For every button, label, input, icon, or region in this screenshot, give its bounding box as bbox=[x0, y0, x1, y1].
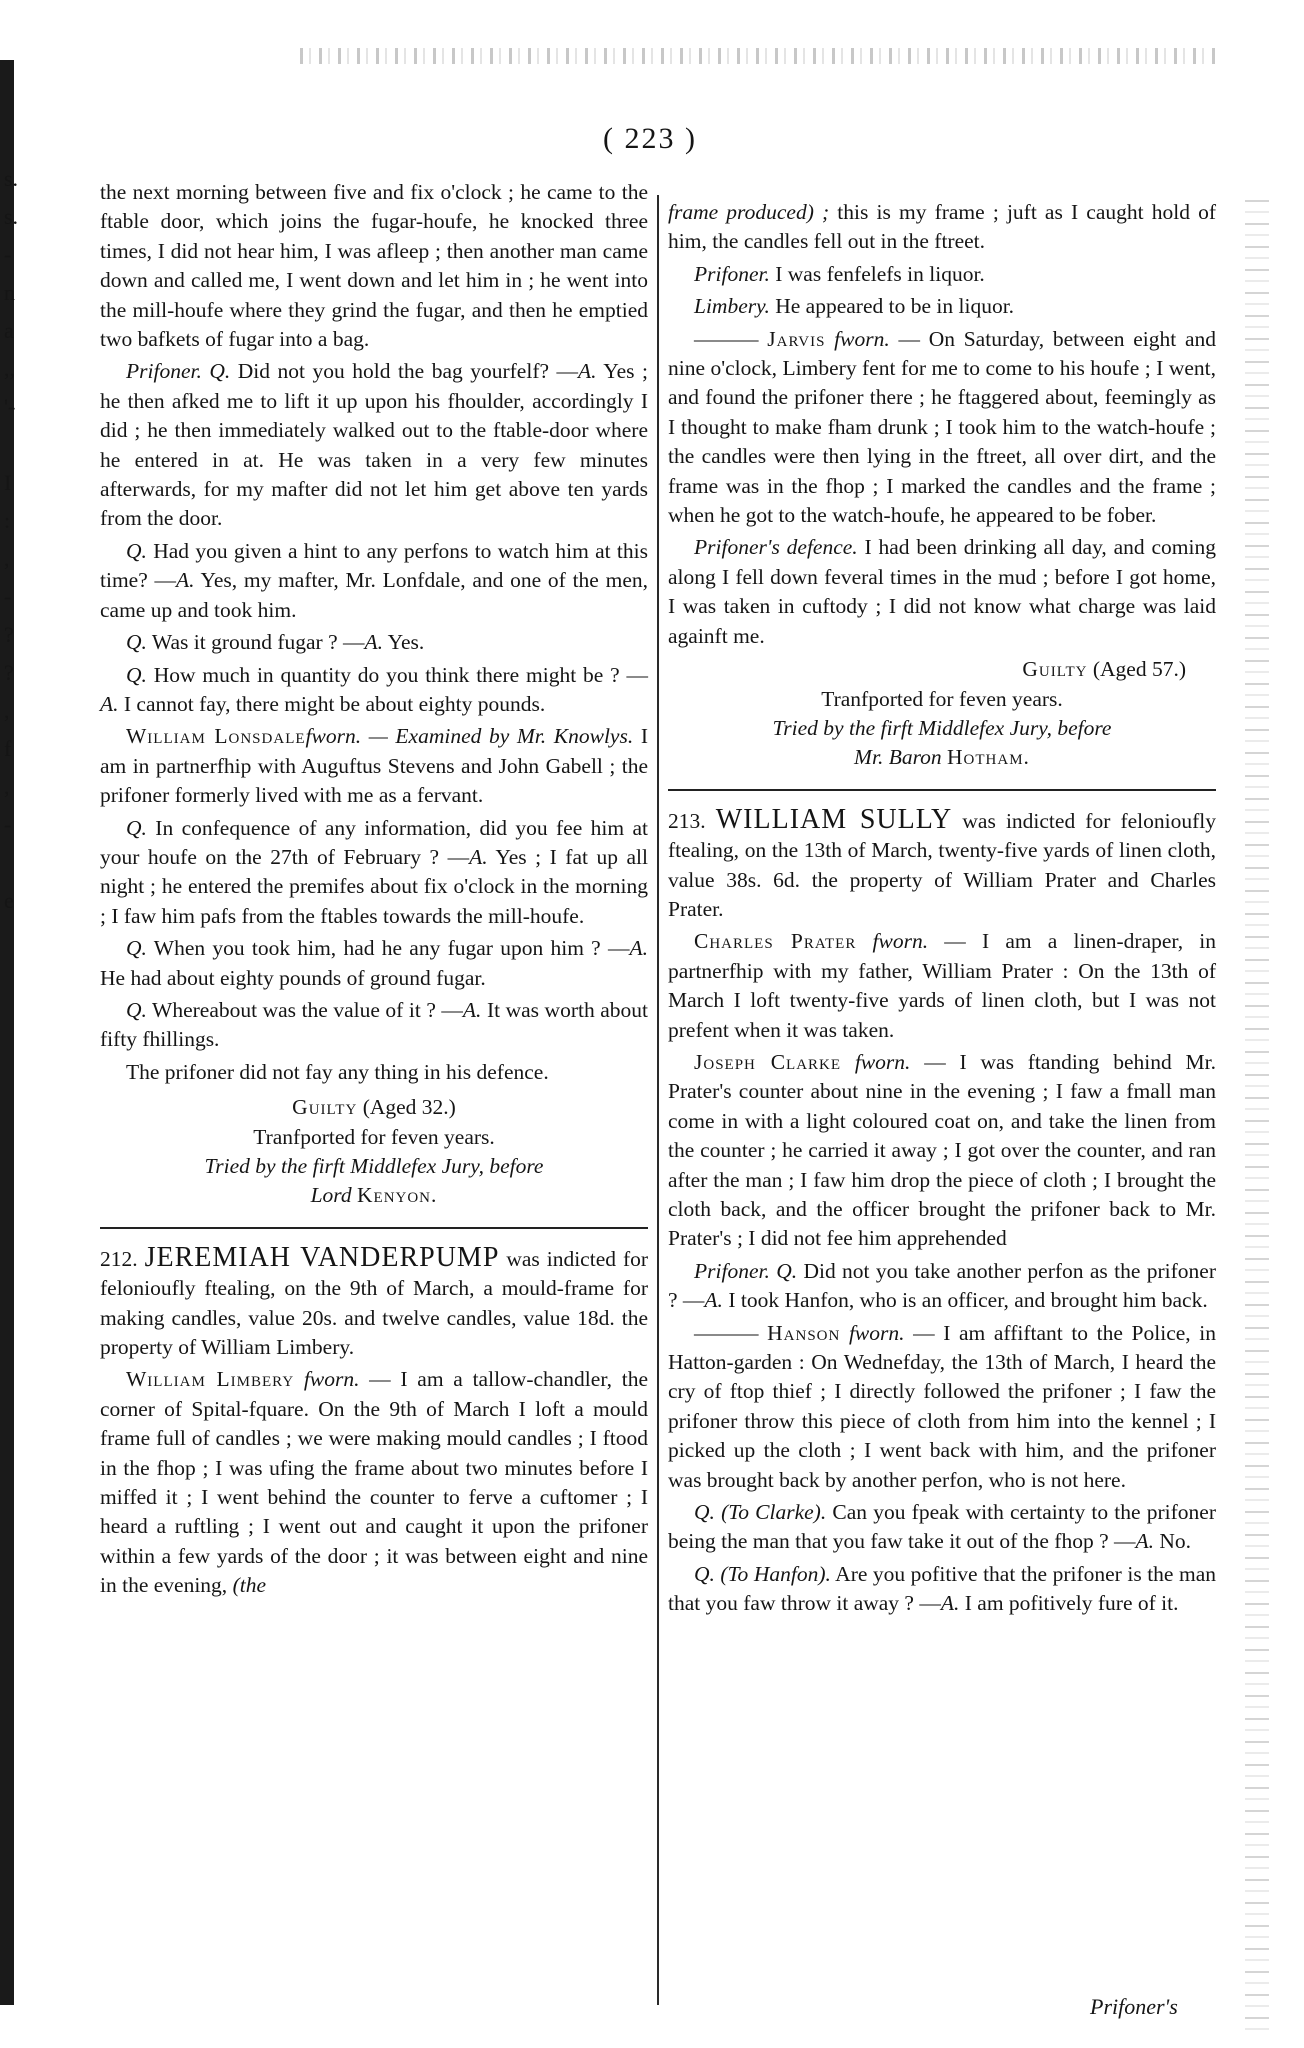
testimony-text: — I am affiftant to the Police, in Hatton-garden : On Wednefday, the 13th of March, I heard the cry of ftop thief ; I directly followed the prifoner ; I faw the prifoner throw this piece of cloth from him into the kennel ; I picked up the cloth ; I went back with him, and the prifoner was brought back by another perfon, who is not here. bbox=[668, 1320, 1216, 1492]
testimony-paragraph bbox=[100, 996, 648, 1055]
margin-mark: s. bbox=[4, 204, 19, 229]
testimony-paragraph bbox=[100, 1365, 648, 1600]
judge-name: Kenyon. bbox=[357, 1183, 438, 1208]
testimony-paragraph bbox=[100, 537, 648, 625]
testimony-text: — On Saturday, between eight and nine o'clock, Limbery fent for me to come to his houfe ; I went, and found the prifoner there ; he ftaggered about, feemingly as I thought to make fham drunk ; I took him to the watch-houfe ; the candles were then lying in the ftreet, all over dirt, and the frame was in the fhop ; I marked the candles and the frame ; when he got to the watch-houfe, he appeared to be fober. bbox=[668, 326, 1217, 528]
indictment-text: was indicted for felonioufly ftealing, on the 9th of March, a mould-frame for making candles, value 20s. and twelve candles, value 18d. the property of William Limbery. bbox=[100, 1246, 649, 1360]
question-text: When you took him, had he any fugar upon him ? — bbox=[146, 936, 630, 961]
testimony-paragraph bbox=[668, 1257, 1216, 1316]
addressee: (To Hanfon). bbox=[714, 1561, 831, 1586]
testimony-paragraph bbox=[668, 927, 1216, 1045]
bleed-through-margin bbox=[1245, 200, 1269, 2030]
testimony-paragraph bbox=[668, 533, 1216, 651]
witness-name: Hanson bbox=[767, 1320, 841, 1345]
speaker-label: Limbery. bbox=[694, 294, 770, 319]
question-text: Had you given a hint to any perfons to watch him at this time? — bbox=[100, 538, 648, 593]
tried-by-line: Tried by the firft Middlefex Jury, before bbox=[772, 715, 1112, 740]
sworn-label: fworn. bbox=[825, 326, 890, 351]
answer-text: I am pofitively fure of it. bbox=[959, 1591, 1179, 1616]
case-separator-rule bbox=[100, 1227, 648, 1229]
case-number: 213. bbox=[668, 808, 706, 833]
answer-marker: A. bbox=[940, 1591, 960, 1616]
testimony-text: — I am a tallow-chandler, the corner of Spital-fquare. On the 9th of March I loft a mould frame full of candles ; we were making mould candles ; I ftood in the fhop ; I was ufing the frame about two minutes before I miffed it ; I went behind the counter to ferve a cuftomer ; I heard a ruftling ; I went out and caught it upon the prifoner within a few yards of the door ; it was between eight and nine in the evening, bbox=[100, 1367, 648, 1598]
question-marker: Q. bbox=[694, 1561, 715, 1586]
testimony-paragraph bbox=[668, 325, 1216, 531]
sworn-label: fworn. bbox=[856, 929, 929, 954]
margin-mark: - bbox=[4, 242, 12, 267]
scan-top-noise bbox=[300, 48, 1220, 64]
answer-marker: A. bbox=[1135, 1529, 1155, 1554]
margin-mark: n bbox=[4, 280, 15, 305]
sworn-label: fworn. bbox=[840, 1320, 905, 1345]
margin-mark: , bbox=[4, 546, 10, 571]
margin-mark: : bbox=[4, 508, 11, 533]
addressee: (To Clarke). bbox=[714, 1500, 827, 1525]
testimony-text: I had been drinking all day, and coming along I fell down feveral times in the mud ; before I got home, I was taken in cuftody ; I did not know what charge was laid againft me. bbox=[668, 535, 1216, 648]
margin-mark: ? bbox=[4, 622, 14, 647]
margin-mark: , bbox=[4, 698, 10, 723]
left-margin-fragments bbox=[4, 160, 20, 920]
answer-text: Yes, my mafter, Mr. Lonfdale, and one of the men, came up and took him. bbox=[100, 568, 648, 622]
speaker-label: Prifoner's defence. bbox=[694, 535, 858, 560]
answer-marker: A. bbox=[578, 359, 597, 384]
testimony-paragraph: The prifoner did not fay any thing in his defence. bbox=[126, 1059, 549, 1084]
testimony-text: this is my frame ; juft as I caught hold of him, the candles fell out in the ftreet. bbox=[668, 200, 1216, 254]
defendant-name: JEREMIAH VANDERPUMP bbox=[144, 1241, 500, 1273]
testimony-paragraph bbox=[668, 1319, 1216, 1495]
margin-mark: ,, bbox=[4, 356, 15, 381]
testimony-paragraph bbox=[668, 292, 1216, 321]
testimony-paragraph bbox=[100, 357, 648, 533]
testimony-paragraph bbox=[100, 814, 648, 932]
witness-name: William Lonsdale bbox=[126, 724, 306, 749]
verdict-age: (Aged 57.) bbox=[1087, 657, 1186, 682]
stage-direction: frame produced) ; bbox=[668, 200, 830, 224]
answer-marker: A. bbox=[629, 936, 648, 961]
question-text: Was it ground fugar ? — bbox=[146, 630, 365, 655]
question-text: How much in quantity do you think there might be ? — bbox=[146, 662, 648, 687]
margin-mark: ? bbox=[4, 660, 14, 685]
margin-mark: s. bbox=[4, 166, 19, 191]
answer-text: I took Hanfon, who is an officer, and brought him back. bbox=[722, 1288, 1208, 1313]
answer-text: Yes ; he then afked me to lift it up upon his fhoulder, accordingly I did ; he then immediately walked out to the ftable-door where he entered in at. He was taken in a very few minutes afterwards, for my mafter did not let him get above ten yards from the door. bbox=[100, 359, 648, 531]
question-marker: Q. bbox=[209, 359, 231, 384]
testimony-text: He appeared to be in liquor. bbox=[769, 294, 1015, 319]
testimony-paragraph bbox=[668, 1560, 1216, 1619]
answer-text: I cannot fay, there might be about eighty pounds. bbox=[118, 691, 546, 716]
margin-mark: , bbox=[4, 774, 10, 799]
speaker-label: Prifoner. bbox=[694, 1258, 770, 1283]
sentence-line: Tranfported for feven years. bbox=[253, 1124, 495, 1149]
indictment-text: was indicted for felonioufly ftealing, on the 13th of March, twenty-five yards of linen cloth, value 38s. 6d. the property of William Prater and Charles Prater. bbox=[668, 808, 1217, 921]
testimony-paragraph bbox=[668, 198, 1216, 257]
witness-name: Jarvis bbox=[767, 326, 826, 351]
left-column bbox=[100, 178, 648, 1604]
testimony-paragraph bbox=[100, 661, 648, 720]
verdict-guilty: Guilty bbox=[292, 1095, 358, 1120]
case-heading bbox=[100, 1243, 648, 1363]
question-text: Are you pofitive that the prifoner is the man that you faw throw it away ? — bbox=[668, 1561, 1216, 1616]
right-column bbox=[668, 198, 1216, 1622]
answer-text: Yes ; I fat up all night ; he entered the premifes about fix o'clock in the morning ; I faw him pafs from the ftables towards the mill-houfe. bbox=[100, 844, 648, 928]
judge-line bbox=[668, 743, 1216, 772]
question-marker: Q. bbox=[694, 1500, 715, 1525]
sentence-line: Tranfported for feven years. bbox=[821, 686, 1063, 711]
tried-by-line: Tried by the firft Middlefex Jury, before bbox=[204, 1154, 544, 1178]
margin-mark: '- bbox=[4, 394, 16, 419]
question-text: Can you fpeak with certainty to the prifoner being the man that you faw take it out of the fhop ? — bbox=[668, 1500, 1217, 1554]
testimony-paragraph bbox=[100, 722, 648, 810]
testimony-paragraph bbox=[668, 1048, 1216, 1254]
question-marker: Q. bbox=[126, 662, 147, 687]
question-marker: Q. bbox=[769, 1258, 798, 1283]
testimony-text: — I was ftanding behind Mr. Prater's counter about nine in the evening ; I faw a fmall man come in with a light coloured coat on, and take the linen from the counter ; he carried it away ; I got over the counter, and ran after the man ; I faw him drop the piece of cloth ; I brought the cloth back, and the officer brought the prifoner back to Mr. Prater's ; I did not fee him apprehended bbox=[668, 1049, 1216, 1251]
speaker-label: Prifoner. bbox=[694, 261, 770, 286]
case-number: 212. bbox=[100, 1246, 138, 1271]
catchword: Prifoner's bbox=[1090, 1994, 1178, 2019]
margin-mark: e bbox=[4, 888, 14, 913]
question-text: Whereabout was the value of it ? — bbox=[146, 997, 463, 1022]
margin-mark: f bbox=[4, 736, 12, 761]
answer-marker: A. bbox=[364, 630, 384, 655]
testimony-paragraph: the next morning between five and fix o'clock ; he came to the ftable door, which joins the fugar-houfe, he knocked three times, I did not hear him, I was afleep ; then another man came down and called me, I went down and let him in ; he went into the mill-houfe where they grind the fugar, and then he emptied two bafkets of fugar into a bag. bbox=[100, 180, 648, 352]
testimony-paragraph bbox=[100, 628, 648, 657]
question-marker: Q. bbox=[126, 997, 147, 1022]
question-marker: Q. bbox=[126, 630, 147, 655]
margin-mark bbox=[4, 844, 20, 882]
case-separator-rule bbox=[668, 789, 1216, 791]
testimony-text: — I am a linen-draper, in partnerfhip with my father, William Prater : On the 13th of March I loft twenty-five yards of linen cloth, but I was not prefent when it was taken. bbox=[668, 929, 1217, 1042]
speaker-label: Prifoner. bbox=[126, 359, 202, 384]
answer-marker: A. bbox=[462, 997, 482, 1022]
question-marker: Q. bbox=[126, 936, 147, 961]
testimony-text: I was fenfelefs in liquor. bbox=[769, 261, 985, 286]
question-marker: Q. bbox=[126, 815, 147, 840]
sworn-label: fworn. — Examined by Mr. Knowlys. bbox=[305, 724, 634, 749]
page-number: ( 223 ) bbox=[603, 122, 697, 155]
verdict-age: (Aged 32.) bbox=[357, 1095, 456, 1120]
judge-title: Mr. Baron bbox=[854, 745, 948, 770]
margin-mark: - bbox=[4, 812, 12, 837]
question-marker: Q. bbox=[126, 538, 147, 563]
question-text: In confequence of any information, did you fee him at your houfe on the 27th of February ? — bbox=[100, 815, 648, 869]
answer-text: He had about eighty pounds of ground fugar. bbox=[100, 965, 486, 990]
question-text: Did not you hold the bag yourfelf? — bbox=[230, 359, 579, 384]
verdict-line bbox=[100, 1093, 648, 1122]
column-divider bbox=[657, 195, 659, 2005]
answer-marker: A. bbox=[100, 691, 119, 716]
answer-text: Yes. bbox=[383, 630, 425, 655]
dash: ——— bbox=[694, 1320, 768, 1345]
judge-name: Hotham. bbox=[947, 745, 1030, 770]
witness-name: William Limbery bbox=[126, 1367, 295, 1392]
margin-mark bbox=[4, 426, 20, 464]
margin-mark: - bbox=[4, 584, 12, 609]
case-heading bbox=[668, 805, 1216, 925]
sworn-label: fworn. bbox=[841, 1049, 911, 1074]
testimony-paragraph bbox=[668, 1498, 1216, 1557]
testimony-tail: (the bbox=[227, 1573, 266, 1598]
witness-name: Charles Prater bbox=[694, 929, 857, 954]
answer-marker: A. bbox=[469, 844, 488, 869]
answer-text: No. bbox=[1154, 1529, 1192, 1554]
answer-marker: A. bbox=[176, 568, 195, 593]
defendant-name: WILLIAM SULLY bbox=[715, 803, 953, 835]
answer-text: It was worth about fifty fhillings. bbox=[100, 997, 649, 1052]
testimony-text: I am in partnerfhip with Auguftus Stevens and John Gabell ; the prifoner formerly lived with me as a fervant. bbox=[100, 724, 648, 808]
witness-name: Joseph Clarke bbox=[694, 1049, 842, 1074]
question-text: Did not you take another perfon as the prifoner ? — bbox=[668, 1258, 1216, 1313]
testimony-paragraph bbox=[100, 934, 648, 993]
sworn-label: fworn. bbox=[303, 1367, 360, 1392]
answer-marker: A. bbox=[704, 1288, 723, 1313]
dash: ——— bbox=[694, 326, 768, 351]
verdict-guilty: Guilty bbox=[1022, 657, 1088, 682]
judge-line bbox=[100, 1181, 648, 1210]
testimony-paragraph bbox=[668, 260, 1216, 289]
verdict-line bbox=[668, 655, 1216, 684]
judge-title: Lord bbox=[310, 1183, 357, 1208]
margin-mark: I bbox=[4, 470, 12, 495]
margin-mark: a bbox=[4, 318, 14, 343]
